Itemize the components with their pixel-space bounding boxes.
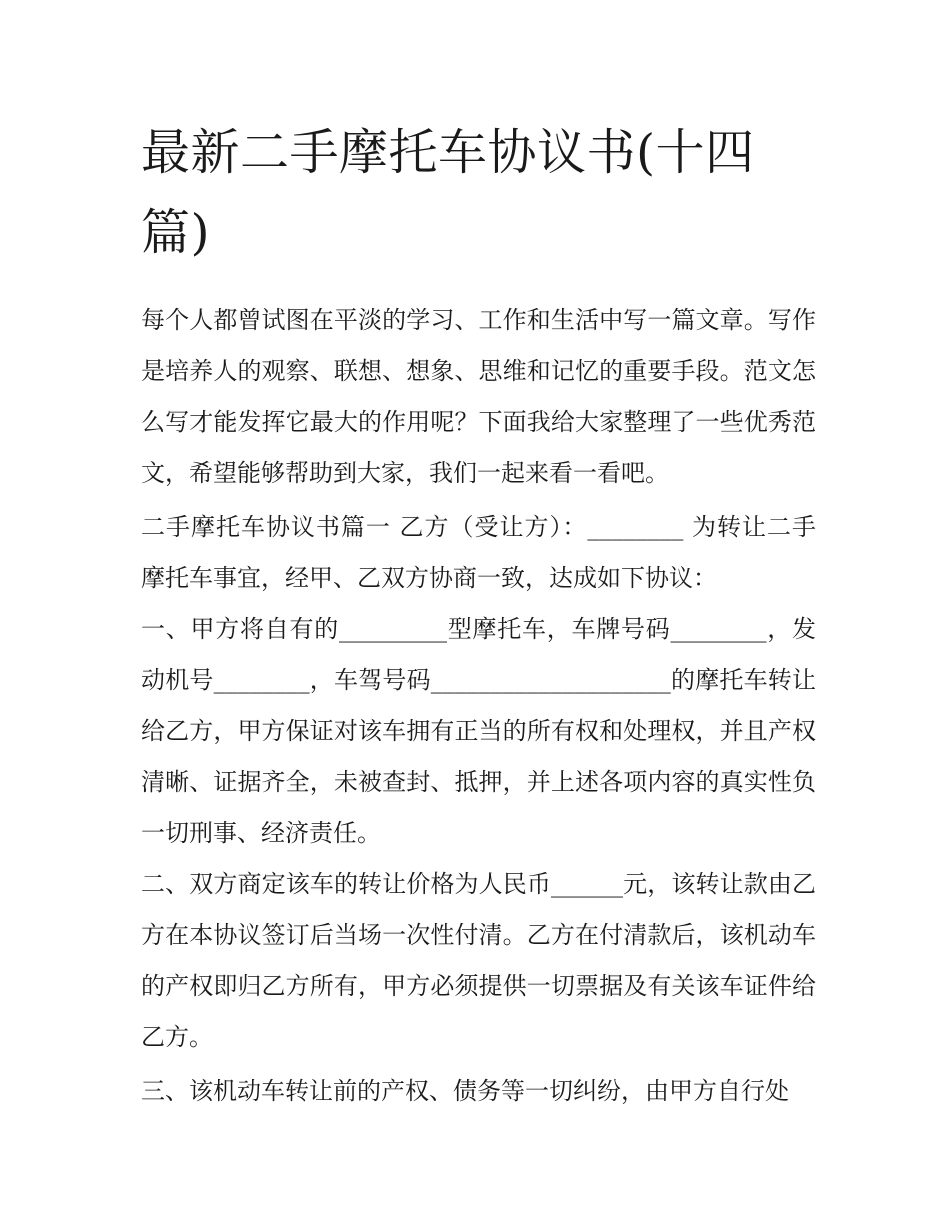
agreement-preamble-paragraph: 二手摩托车协议书篇一 乙方（受让方）：________ 为转让二手摩托车事宜，经甲、乙双方协商一致，达成如下协议： [141, 513, 816, 592]
clause-two-paragraph: 二、双方商定该车的转让价格为人民币______元，该转让款由乙方在本协议签订后当场一次性付清。乙方在付清款后，该机动车的产权即归乙方所有，甲方必须提供一切票据及有关该车证件给乙方。 [141, 870, 816, 1051]
document-title: 最新二手摩托车协议书(十四篇) [141, 124, 755, 261]
intro-paragraph: 每个人都曾试图在平淡的学习、工作和生活中写一篇文章。写作是培养人的观察、联想、想象、思维和记忆的重要手段。范文怎么写才能发挥它最大的作用呢？下面我给大家整理了一些优秀范文，希望能够帮助到大家，我们一起来看一看吧。 [141, 306, 816, 487]
clause-three-paragraph: 三、该机动车转让前的产权、债务等一切纠纷，由甲方自行处 [141, 1077, 789, 1105]
document-content [141, 113, 816, 1117]
clause-one-paragraph: 一、甲方将自有的_________型摩托车，车牌号码________，发动机号________，车驾号码____________________的摩托车转让给乙方，甲方保证对该车拥有正当的所有权和处理权，并且产权清晰、证据齐全，未被查封、抵押，并上述各项内容的真实性负一切刑事、经济责任。 [141, 615, 816, 847]
